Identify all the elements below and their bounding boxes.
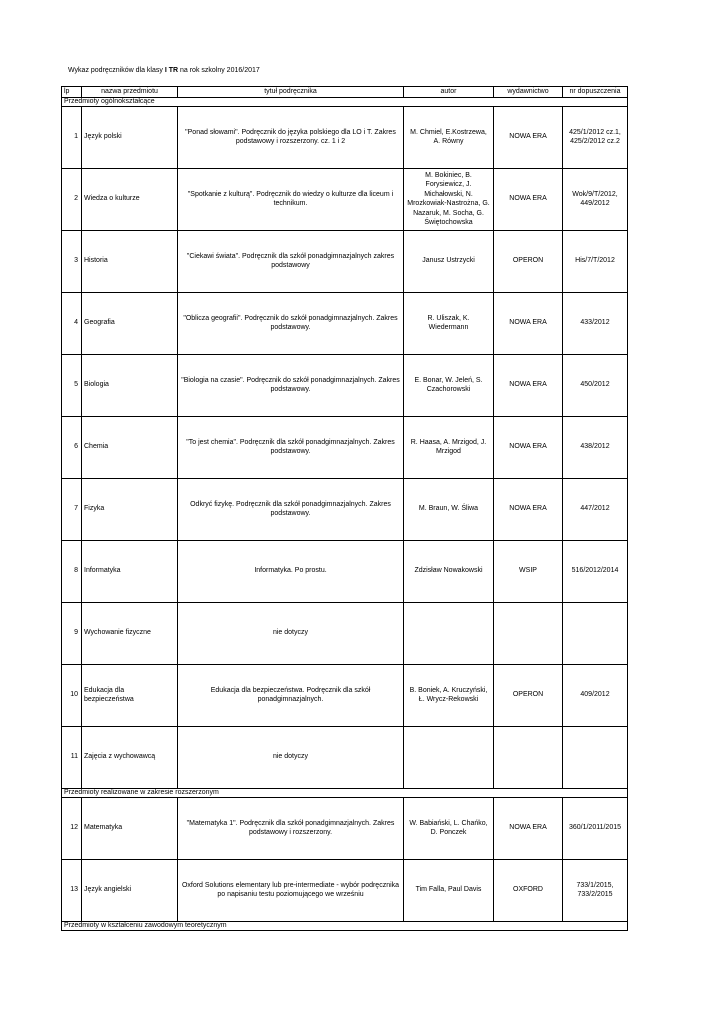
row-author: Zdzisław Nowakowski bbox=[404, 540, 494, 602]
table-row bbox=[62, 797, 628, 859]
section-label: Przedmioty ogólnokształcące bbox=[62, 97, 628, 106]
row-publisher: NOWA ERA bbox=[494, 292, 563, 354]
row-title: "Ciekawi świata". Podręcznik dla szkół ponadgimnazjalnych zakres podstawowy bbox=[178, 230, 404, 292]
row-lp: 4 bbox=[62, 292, 82, 354]
row-title: "Matematyka 1". Podręcznik dla szkół ponadgimnazjalnych. Zakres podstawowy i rozszerzony. bbox=[178, 797, 404, 859]
row-title: Informatyka. Po prostu. bbox=[178, 540, 404, 602]
row-subject: Edukacja dla bezpieczeństwa bbox=[82, 664, 178, 726]
row-publisher bbox=[494, 602, 563, 664]
document-title bbox=[68, 66, 260, 76]
row-approval: His/7/T/2012 bbox=[563, 230, 628, 292]
row-publisher: NOWA ERA bbox=[494, 797, 563, 859]
table-row bbox=[62, 416, 628, 478]
row-approval: 516/2012/2014 bbox=[563, 540, 628, 602]
row-title: nie dotyczy bbox=[178, 602, 404, 664]
section-label: Przedmioty w kształceniu zawodowym teoretycznym bbox=[62, 921, 628, 930]
header-row bbox=[62, 87, 628, 98]
row-author: Tim Falla, Paul Davis bbox=[404, 859, 494, 921]
row-lp: 8 bbox=[62, 540, 82, 602]
row-title: "Biologia na czasie". Podręcznik do szkół ponadgimnazjalnych. Zakres podstawowy. bbox=[178, 354, 404, 416]
row-approval: 360/1/2011/2015 bbox=[563, 797, 628, 859]
row-author: M. Bokiniec, B. Forysiewicz, J. Michałowski, N. Mrozkowiak-Nastrożna, G. Nazaruk, M. Socha, G. Świętochowska bbox=[404, 168, 494, 230]
row-author: Janusz Ustrzycki bbox=[404, 230, 494, 292]
section-row bbox=[62, 788, 628, 797]
row-approval bbox=[563, 726, 628, 788]
row-author: W. Babiański, L. Chańko, D. Ponczek bbox=[404, 797, 494, 859]
row-subject: Geografia bbox=[82, 292, 178, 354]
row-approval bbox=[563, 602, 628, 664]
row-approval: 425/1/2012 cz.1, 425/2/2012 cz.2 bbox=[563, 106, 628, 168]
row-publisher: NOWA ERA bbox=[494, 106, 563, 168]
row-lp: 1 bbox=[62, 106, 82, 168]
row-subject: Wychowanie fizyczne bbox=[82, 602, 178, 664]
row-title: Odkryć fizykę. Podręcznik dla szkół ponadgimnazjalnych. Zakres podstawowy. bbox=[178, 478, 404, 540]
table-row bbox=[62, 292, 628, 354]
row-publisher: NOWA ERA bbox=[494, 168, 563, 230]
row-subject: Informatyka bbox=[82, 540, 178, 602]
row-title: "Ponad słowami". Podręcznik do języka polskiego dla LO i T. Zakres podstawowy i rozszerzony. cz. 1 i 2 bbox=[178, 106, 404, 168]
row-author bbox=[404, 602, 494, 664]
row-lp: 10 bbox=[62, 664, 82, 726]
table-row bbox=[62, 354, 628, 416]
row-author: M. Chmiel, E.Kostrzewa, A. Równy bbox=[404, 106, 494, 168]
row-publisher: OPERON bbox=[494, 230, 563, 292]
row-author: M. Braun, W. Śliwa bbox=[404, 478, 494, 540]
row-subject: Matematyka bbox=[82, 797, 178, 859]
row-approval: 450/2012 bbox=[563, 354, 628, 416]
row-subject: Historia bbox=[82, 230, 178, 292]
row-approval: 433/2012 bbox=[563, 292, 628, 354]
row-subject: Język polski bbox=[82, 106, 178, 168]
row-author: E. Bonar, W. Jeleń, S. Czachorowski bbox=[404, 354, 494, 416]
row-publisher: OPERON bbox=[494, 664, 563, 726]
row-title: nie dotyczy bbox=[178, 726, 404, 788]
row-subject: Biologia bbox=[82, 354, 178, 416]
row-lp: 2 bbox=[62, 168, 82, 230]
row-approval: 733/1/2015, 733/2/2015 bbox=[563, 859, 628, 921]
row-publisher: NOWA ERA bbox=[494, 416, 563, 478]
row-author: R. Haasa, A. Mrzigod, J. Mrzigod bbox=[404, 416, 494, 478]
table-row bbox=[62, 230, 628, 292]
row-lp: 13 bbox=[62, 859, 82, 921]
row-publisher: NOWA ERA bbox=[494, 478, 563, 540]
title-class: I TR bbox=[164, 67, 179, 74]
row-author: R. Uliszak, K. Wiedermann bbox=[404, 292, 494, 354]
table-row bbox=[62, 168, 628, 230]
row-author: B. Boniek, A. Kruczyński, Ł. Wrycz-Rekowski bbox=[404, 664, 494, 726]
table-row bbox=[62, 726, 628, 788]
table-row bbox=[62, 602, 628, 664]
row-subject: Zajęcia z wychowawcą bbox=[82, 726, 178, 788]
row-approval: 438/2012 bbox=[563, 416, 628, 478]
row-lp: 9 bbox=[62, 602, 82, 664]
table-row bbox=[62, 664, 628, 726]
row-lp: 6 bbox=[62, 416, 82, 478]
row-lp: 5 bbox=[62, 354, 82, 416]
row-publisher: OXFORD bbox=[494, 859, 563, 921]
row-title: "Spotkanie z kulturą". Podręcznik do wiedzy o kulturze dla liceum i technikum. bbox=[178, 168, 404, 230]
row-approval: 409/2012 bbox=[563, 664, 628, 726]
row-title: Edukacja dla bezpieczeństwa. Podręcznik dla szkół ponadgimnazjalnych. bbox=[178, 664, 404, 726]
row-lp: 3 bbox=[62, 230, 82, 292]
row-subject: Fizyka bbox=[82, 478, 178, 540]
header-title: tytuł podręcznika bbox=[178, 87, 404, 98]
row-lp: 7 bbox=[62, 478, 82, 540]
header-lp: lp bbox=[62, 87, 82, 98]
row-publisher: WSIP bbox=[494, 540, 563, 602]
table-row bbox=[62, 478, 628, 540]
table-row bbox=[62, 106, 628, 168]
header-publisher: wydawnictwo bbox=[494, 87, 563, 98]
row-lp: 11 bbox=[62, 726, 82, 788]
row-lp: 12 bbox=[62, 797, 82, 859]
row-title: "To jest chemia". Podręcznik dla szkół ponadgimnazjalnych. Zakres podstawowy. bbox=[178, 416, 404, 478]
section-row bbox=[62, 921, 628, 930]
section-row bbox=[62, 97, 628, 106]
row-publisher bbox=[494, 726, 563, 788]
title-prefix: Wykaz podręczników dla klasy bbox=[68, 67, 165, 74]
header-author: autor bbox=[404, 87, 494, 98]
row-approval: 447/2012 bbox=[563, 478, 628, 540]
textbook-table bbox=[61, 86, 628, 931]
header-subject: nazwa przedmiotu bbox=[82, 87, 178, 98]
row-subject: Chemia bbox=[82, 416, 178, 478]
row-publisher: NOWA ERA bbox=[494, 354, 563, 416]
row-approval: Wok/9/T/2012, 449/2012 bbox=[563, 168, 628, 230]
row-title: Oxford Solutions elementary lub pre-intermediate - wybór podręcznika po napisaniu testu poziomującego we wrześniu bbox=[178, 859, 404, 921]
row-subject: Wiedza o kulturze bbox=[82, 168, 178, 230]
row-subject: Język angielski bbox=[82, 859, 178, 921]
section-label: Przedmioty realizowane w zakresie rozszerzonym bbox=[62, 788, 628, 797]
table-row bbox=[62, 540, 628, 602]
row-author bbox=[404, 726, 494, 788]
title-suffix: na rok szkolny 2016/2017 bbox=[178, 67, 260, 74]
header-approval: nr dopuszczenia bbox=[563, 87, 628, 98]
table-row bbox=[62, 859, 628, 921]
row-title: "Oblicza geografii". Podręcznik do szkół ponadgimnazjalnych. Zakres podstawowy. bbox=[178, 292, 404, 354]
